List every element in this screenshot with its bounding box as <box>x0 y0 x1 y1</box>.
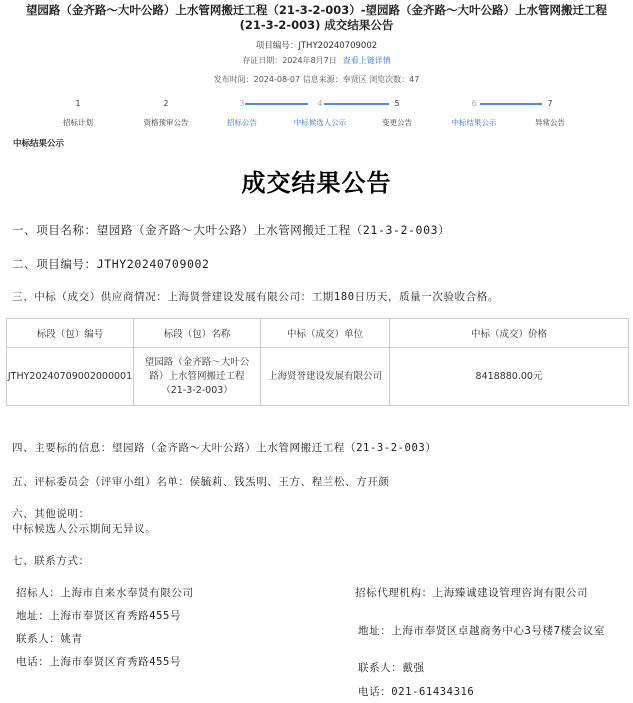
publish-info: 发布时间：2024-08-07 信息来源：奉贤区 浏览次数：47 <box>213 75 420 84</box>
step-abnormal[interactable]: 7 异常公告 <box>535 99 565 127</box>
result-table <box>6 318 629 406</box>
agency: 招标代理机构：上海臻诚建设管理咨询有限公司 <box>355 587 589 599</box>
step-bid-plan[interactable]: 1 招标计划 <box>63 99 93 127</box>
other-notes-title: 六、其他说明： <box>12 508 90 520</box>
project-name-line: 一、项目名称：望园路（金齐路～大叶公路）上水管网搬迁工程（21-3-2-003） <box>12 223 451 237</box>
agency-contact: 联系人：戴强 <box>358 662 425 674</box>
tenderer-address: 地址：上海市奉贤区育秀路455号 <box>16 610 182 622</box>
cell-price: 8418880.00元 <box>390 348 629 406</box>
agency-address: 地址：上海市奉贤区卓越商务中心3号楼7楼会议室 <box>358 625 605 637</box>
step-candidate[interactable]: 4 中标候选人公示 <box>293 99 347 127</box>
project-number: 项目编号：JTHY20240709002 <box>255 41 378 51</box>
project-no-line: 二、项目编号：JTHY20240709002 <box>12 257 210 271</box>
table-header-row <box>7 319 629 348</box>
col-header-code: 标段（包）编号 <box>7 319 134 348</box>
tenderer-phone: 电话：上海市奉贤区育秀路455号 <box>16 656 182 668</box>
step-tender-notice[interactable]: 3 招标公告 <box>227 99 257 127</box>
document-title: 成交结果公告 <box>241 169 392 197</box>
col-header-name: 标段（包）名称 <box>134 319 261 348</box>
tenderer: 招标人：上海市自来水奉贤有限公司 <box>16 587 194 599</box>
process-steps <box>0 98 633 128</box>
supplier-line: 三、中标（成交）供应商情况：上海贤誉建设发展有限公司：工期180日历天，质量一次验收合格。 <box>12 291 499 303</box>
agency-phone: 电话：021-61434316 <box>358 686 475 698</box>
cert-date: 存证日期：2024年8月7日 <box>242 56 337 65</box>
notice-title-line2: (21-3-2-003) 成交结果公告 <box>239 18 394 32</box>
table-row <box>7 348 629 406</box>
cell-name: 望园路（金齐路～大叶公路）上水管网搬迁工程（21-3-2-003） <box>134 348 261 406</box>
step-result[interactable]: 6 中标结果公示 <box>451 99 497 127</box>
committee-line: 五、评标委员会（评审小组）名单：侯毓莉、钱炁明、王方、程兰松、方开颜 <box>12 476 390 488</box>
cell-code: JTHY20240709002000001 <box>7 348 134 406</box>
col-header-winner: 中标（成交）单位 <box>261 319 390 348</box>
cert-info <box>0 55 633 66</box>
cell-winner: 上海贤誉建设发展有限公司 <box>261 348 390 406</box>
col-header-price: 中标（成交）价格 <box>390 319 629 348</box>
tenderer-contact: 联系人：姚青 <box>16 633 83 645</box>
other-notes-body: 中标候选人公示期间无异议。 <box>12 523 157 535</box>
chain-detail-link[interactable]: 查看上链详情 <box>342 56 391 65</box>
subject-line: 四、主要标的信息：望园路（金齐路～大叶公路）上水管网搬迁工程（21-3-2-003） <box>12 442 437 454</box>
notice-title-line1: 望园路（金齐路～大叶公路）上水管网搬迁工程（21-3-2-003）-望园路（金齐路～大叶公路）上水管网搬迁工程 <box>25 3 608 17</box>
section-tag: 中标结果公示 <box>13 139 65 149</box>
step-change[interactable]: 5 变更公告 <box>382 99 412 127</box>
contact-title: 七、联系方式： <box>12 555 90 567</box>
step-prequal[interactable]: 2 资格预审公告 <box>143 99 189 127</box>
